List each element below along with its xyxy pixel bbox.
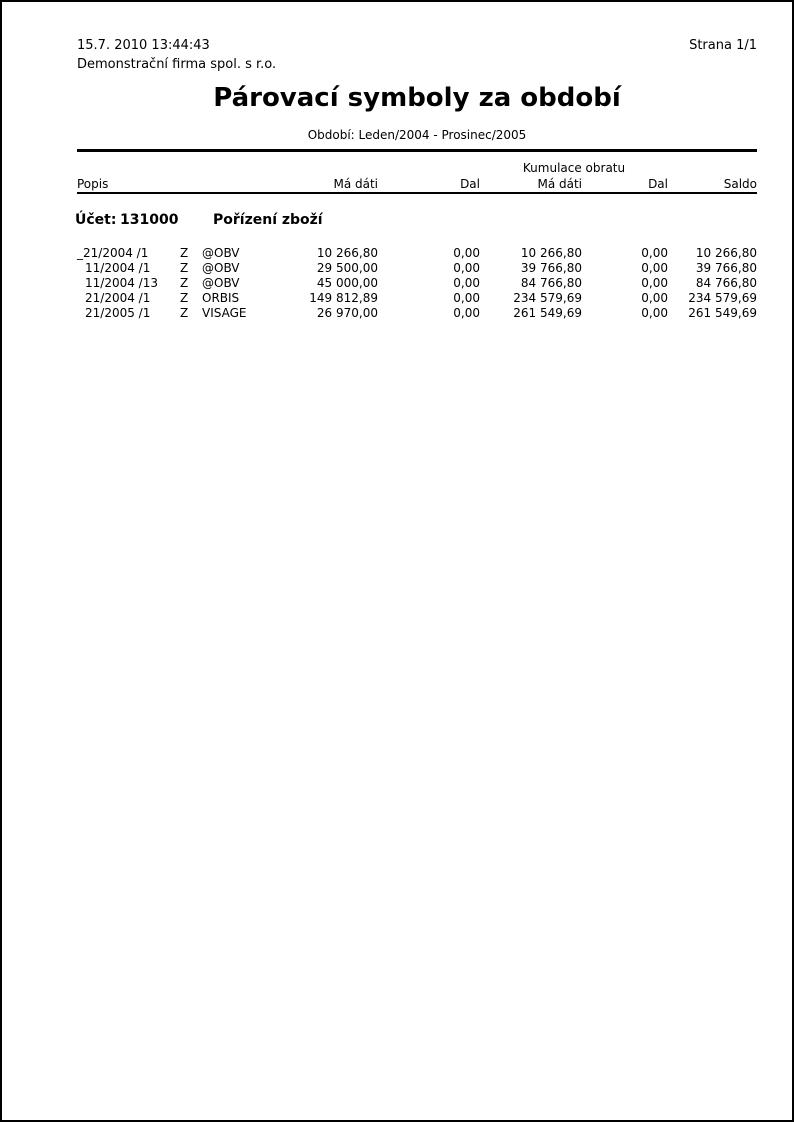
top-divider xyxy=(77,149,757,152)
cell-dal: 0,00 xyxy=(453,261,480,275)
account-name: Pořízení zboží xyxy=(213,212,323,228)
cell-symbol: @OBV xyxy=(202,261,240,275)
cell-saldo: 234 579,69 xyxy=(688,291,757,305)
cell-kum-dal: 0,00 xyxy=(641,261,668,275)
report-title: Párovací symboly za období xyxy=(213,83,621,113)
cell-kum-dal: 0,00 xyxy=(641,306,668,320)
table-row xyxy=(77,306,757,321)
account-label: Účet: xyxy=(75,212,117,228)
cell-kum-ma-dati: 84 766,80 xyxy=(520,276,582,290)
cell-saldo: 10 266,80 xyxy=(695,246,757,260)
cell-dal: 0,00 xyxy=(453,246,480,260)
cell-saldo: 39 766,80 xyxy=(695,261,757,275)
cell-dal: 0,00 xyxy=(453,306,480,320)
column-header-ma-dati: Má dáti xyxy=(333,177,378,191)
header-divider xyxy=(77,192,757,194)
table-row xyxy=(77,276,757,291)
cell-kum-dal: 0,00 xyxy=(641,291,668,305)
cell-symbol: @OBV xyxy=(202,276,240,290)
cell-kum-dal: 0,00 xyxy=(641,276,668,290)
account-row xyxy=(75,212,757,229)
cell-kum-ma-dati: 39 766,80 xyxy=(520,261,582,275)
cell-kum-ma-dati: 10 266,80 xyxy=(520,246,582,260)
cell-dal: 0,00 xyxy=(453,276,480,290)
table-row xyxy=(77,261,757,276)
cell-symbol: @OBV xyxy=(202,246,240,260)
cell-saldo: 84 766,80 xyxy=(695,276,757,290)
page-number: Strana 1/1 xyxy=(689,38,757,53)
cell-doc: 21/2004 /1 xyxy=(85,291,151,305)
cell-doc: 11/2004 /1 xyxy=(85,261,151,275)
table-row xyxy=(77,291,757,306)
column-group-header: Kumulace obratu xyxy=(522,161,626,175)
table-row xyxy=(77,246,757,261)
cell-saldo: 261 549,69 xyxy=(688,306,757,320)
company-name: Demonstrační firma spol. s r.o. xyxy=(77,57,277,72)
cell-ma-dati: 10 266,80 xyxy=(316,246,378,260)
report-period: Období: Leden/2004 - Prosinec/2005 xyxy=(307,128,527,142)
cell-doc: 21/2005 /1 xyxy=(85,306,151,320)
cell-ma-dati: 29 500,00 xyxy=(316,261,378,275)
cell-type: Z xyxy=(180,291,189,305)
print-datetime: 15.7. 2010 13:44:43 xyxy=(77,38,210,53)
cell-ma-dati: 45 000,00 xyxy=(316,276,378,290)
cell-ma-dati: 26 970,00 xyxy=(316,306,378,320)
cell-doc: _21/2004 /1 xyxy=(77,246,149,260)
table-body xyxy=(77,246,757,321)
cell-type: Z xyxy=(180,246,189,260)
cell-kum-ma-dati: 234 579,69 xyxy=(513,291,582,305)
column-header-popis: Popis xyxy=(77,177,109,191)
table-header-row xyxy=(77,177,757,191)
cell-ma-dati: 149 812,89 xyxy=(309,291,378,305)
cell-dal: 0,00 xyxy=(453,291,480,305)
column-header-dal: Dal xyxy=(460,177,480,191)
column-header-kumulace-dal: Dal xyxy=(648,177,668,191)
cell-type: Z xyxy=(180,306,189,320)
cell-type: Z xyxy=(180,261,189,275)
cell-kum-ma-dati: 261 549,69 xyxy=(513,306,582,320)
cell-symbol: VISAGE xyxy=(202,306,247,320)
cell-symbol: ORBIS xyxy=(202,291,240,305)
cell-type: Z xyxy=(180,276,189,290)
column-header-saldo: Saldo xyxy=(723,177,757,191)
column-header-kumulace-ma-dati: Má dáti xyxy=(537,177,582,191)
account-number: 131000 xyxy=(120,212,179,228)
cell-kum-dal: 0,00 xyxy=(641,246,668,260)
cell-doc: 11/2004 /13 xyxy=(85,276,158,290)
